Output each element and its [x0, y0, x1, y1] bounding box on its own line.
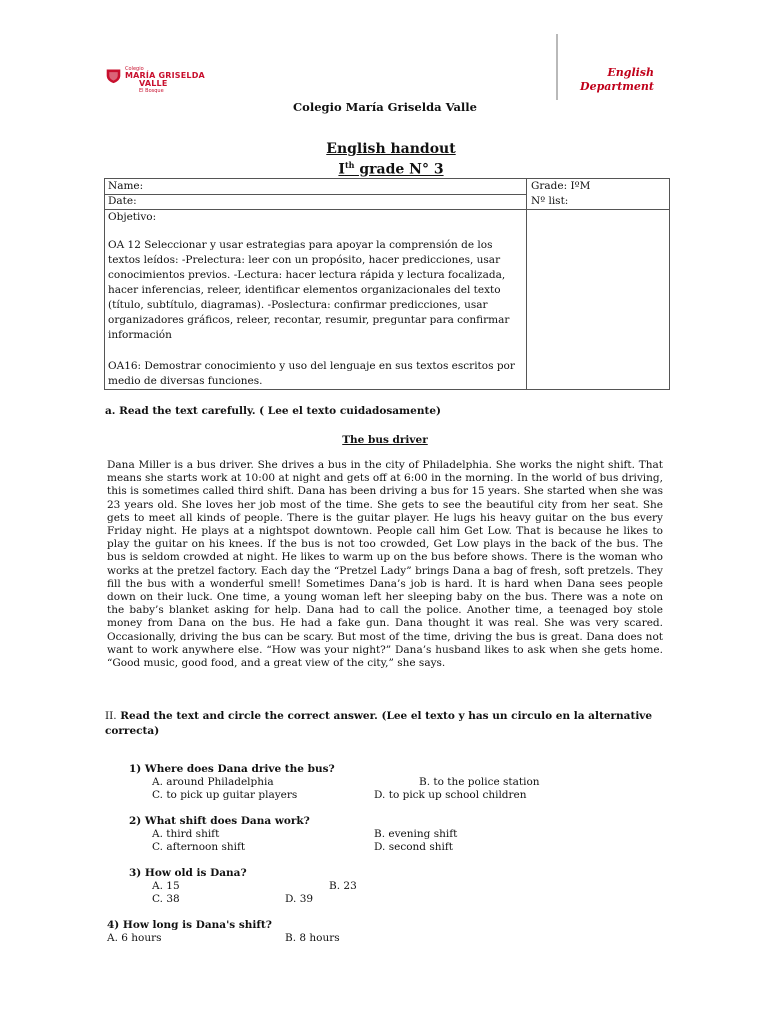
page-title: English handout	[326, 141, 456, 157]
section-a-instruction: a. Read the text carefully. ( Lee el texto cuidadosamente)	[105, 405, 441, 417]
answer-1b[interactable]: B. to the police station	[419, 776, 540, 788]
answer-3b[interactable]: B. 23	[329, 880, 357, 892]
question-3	[129, 867, 247, 880]
story-text: Dana Miller is a bus driver. She drives a bus in the city of Philadelphia. She works the night shift. That means she starts work at 10:00 at night and gets off at 6:00 in the morning. In the world of bus driving, this is sometimes called third shift. Dana has been driving a bus for 15 years. She started when she was 23 years old. She loves her job most of the time. She gets to see the beautiful city from her seat. She gets to meet all kinds of people. There is the guitar player. He lugs his heavy guitar on the bus every Friday night. He plays at a nightspot downtown. People call him Get Low. That is because he likes to play the guitar on his knees. If the bus is not too crowded, Get Low plays in the back of the bus. The bus is seldom crowded at night. He likes to warm up on the bus before shows. There is the woman who works at the pretzel factory. Each day the “Pretzel Lady” brings Dana a bag of fresh, soft pretzels. They fill the bus with a wonderful smell! Sometimes Dana’s job is hard. It is hard when Dana sees people down on their luck. One time, a young woman left her sleeping baby on the bus. There was a note on the baby’s blanket asking for help. Dana had to call the police. Another time, a teenaged boy stole money from Dana on the bus. He had a fake gun. Dana thought it was real. She was very scared. Occasionally, driving the bus can be scary. But most of the time, driving the bus is great. Dana does not want to work anywhere else. “How was your night?” Dana’s husband likes to ask when she gets home. “Good music, good food, and a great view of the city,” she says.	[107, 459, 663, 670]
answer-4b[interactable]: B. 8 hours	[285, 932, 340, 944]
logo-line-4: El Bosque	[139, 88, 164, 94]
grade-sup: th	[344, 160, 355, 170]
answer-1c[interactable]: C. to pick up guitar players	[152, 789, 298, 801]
answer-2d[interactable]: D. second shift	[374, 841, 453, 853]
table-row-divider	[105, 209, 669, 210]
question-3-text: 3) How old is Dana?	[129, 867, 247, 879]
question-2	[129, 815, 310, 828]
answer-2a[interactable]: A. third shift	[152, 828, 220, 840]
school-name: Colegio María Griselda Valle	[293, 100, 477, 114]
question-4	[107, 919, 272, 932]
question-1-text: 1) Where does Dana drive the bus?	[129, 763, 335, 775]
objective-oa16	[108, 359, 518, 389]
logo-line-1: Colegio	[125, 66, 144, 72]
oa12-text: OA 12 Seleccionar y usar estrategias para apoyar la comprensión de los textos leídos: -Prelectura: leer con un propósito, hacer predicciones, usar conocimientos previos. -Lectura: hacer lectura rápida y lectura focalizada, hacer inferencias, releer, identificar elementos organizacionales del texto (título, subtítulo, diagramas). -Poslectura: confirmar predicciones, usar organizadores gráficos, releer, recontar, resumir, preguntar para confirmar información	[108, 239, 510, 341]
logo-line-2: MARÍA GRISELDA	[125, 71, 205, 80]
answer-4a[interactable]: A. 6 hours	[107, 932, 162, 944]
story-title: The bus driver	[342, 434, 428, 446]
grade-prefix: I	[338, 161, 345, 178]
answer-1d[interactable]: D. to pick up school children	[374, 789, 527, 801]
answer-2b[interactable]: B. evening shift	[374, 828, 458, 840]
answer-2c[interactable]: C. afternoon shift	[152, 841, 246, 853]
list-number-field[interactable]: Nº list:	[531, 195, 569, 207]
oa16-text: OA16: Demostrar conocimiento y uso del lenguaje en sus textos escritos por medio de diversas funciones.	[108, 360, 515, 387]
question-1	[129, 763, 335, 776]
department-label	[534, 66, 654, 94]
department-line-1: English	[607, 66, 654, 79]
section-b-number: II.	[105, 710, 117, 722]
table-row-divider	[105, 194, 526, 195]
logo-line-3: VALLE	[139, 79, 168, 88]
section-b-text: Read the text and circle the correct answer. (Lee el texto y has un circulo en la alternative correcta)	[105, 710, 653, 737]
logo-text	[125, 66, 205, 94]
table-column-divider	[526, 179, 527, 389]
grade-suffix: grade N° 3	[354, 161, 444, 178]
answer-3a[interactable]: A. 15	[152, 880, 180, 892]
student-info-table	[104, 178, 670, 390]
question-4-text: 4) How long is Dana's shift?	[107, 919, 272, 931]
objective-oa12	[108, 238, 518, 343]
name-field[interactable]: Name:	[108, 180, 144, 192]
question-2-text: 2) What shift does Dana work?	[129, 815, 310, 827]
date-field[interactable]: Date:	[108, 195, 137, 207]
answer-3c[interactable]: C. 38	[152, 893, 180, 905]
answer-3d[interactable]: D. 39	[285, 893, 314, 905]
school-crest-icon	[105, 67, 122, 84]
grade-field: Grade: IºM	[531, 180, 591, 192]
section-b-instruction	[105, 709, 665, 739]
objective-label: Objetivo:	[108, 211, 157, 223]
department-line-2: Department	[580, 80, 654, 93]
school-logo	[105, 66, 205, 92]
answer-1a[interactable]: A. around Philadelphia	[152, 776, 274, 788]
grade-title	[0, 160, 770, 178]
